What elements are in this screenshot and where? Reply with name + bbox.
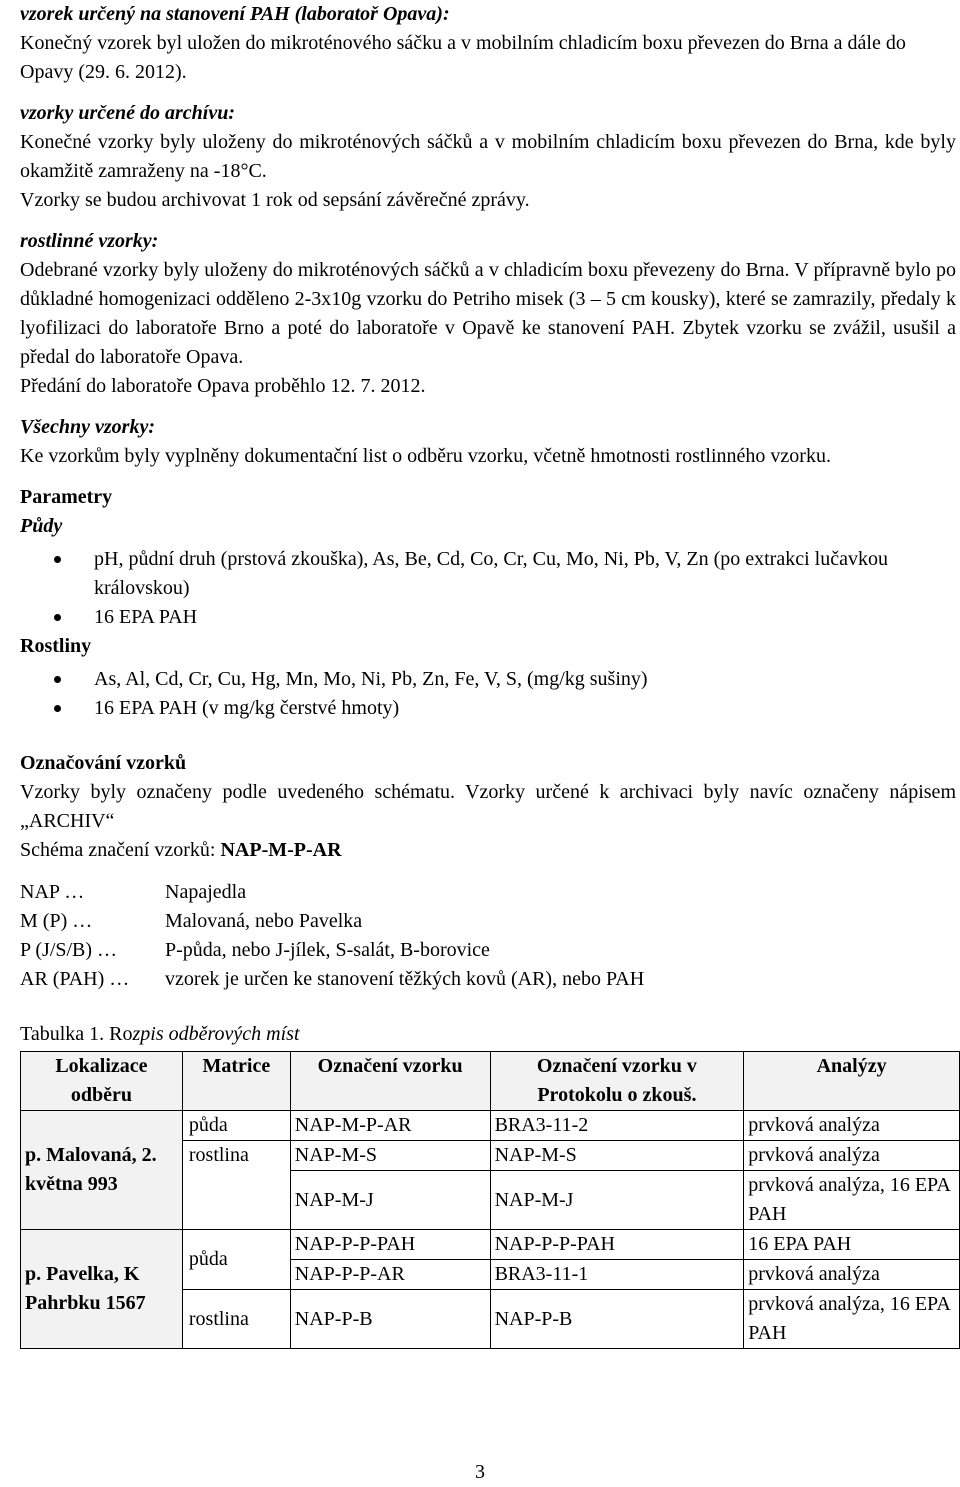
sample-code-cell: NAP-M-S xyxy=(290,1141,490,1171)
plant-list xyxy=(20,665,956,723)
marking-heading: Označování vzorků xyxy=(20,752,187,774)
bullet-icon xyxy=(54,676,61,683)
section-marking xyxy=(20,749,956,994)
section-text: Odebrané vzorky byly uloženy do mikroténových sáčků a v chladicím boxu převezeny do Brna. V přípravně bylo po důkladné homogenizaci odděleno 2-3x10g vzorku do Petriho misek (3 – 5 cm kousky), které se zamrazily, předaly k lyofilizaci do laboratoře Brno a poté do laboratoře v Opavě ke stanovení PAH. Zbytek vzorku se zvážil, usušil a předal do laboratoře Opava. xyxy=(20,259,956,368)
analysis-cell: 16 EPA PAH xyxy=(744,1230,960,1260)
marking-text: Vzorky byly označeny podle uvedeného schématu. Vzorky určené k archivaci byly navíc označeny nápisem „ARCHIV“ xyxy=(20,781,956,832)
section-text: Vzorky se budou archivovat 1 rok od sepsání závěrečné zprávy. xyxy=(20,189,530,211)
scheme-line: Schéma značení vzorků: NAP-M-P-AR xyxy=(20,839,342,861)
bullet-icon xyxy=(54,556,61,563)
analysis-cell: prvková analýza, 16 EPA PAH xyxy=(744,1171,960,1230)
table-header-row xyxy=(21,1052,960,1111)
analysis-cell: prvková analýza xyxy=(744,1260,960,1290)
table-row xyxy=(21,1111,960,1141)
scheme-code: NAP-M-P-AR xyxy=(220,839,342,861)
location-cell: p. Pavelka, K Pahrbku 1567 xyxy=(21,1230,183,1349)
analysis-cell: prvková analýza xyxy=(744,1141,960,1171)
protocol-code-cell: NAP-P-P-PAH xyxy=(490,1230,744,1260)
parameters-heading: Parametry xyxy=(20,486,113,508)
bullet-icon xyxy=(54,614,61,621)
legend-row: NAP … Napajedla xyxy=(20,881,247,903)
bullet-icon xyxy=(54,705,61,712)
column-header: Analýzy xyxy=(744,1052,960,1111)
legend-row: AR (PAH) … vzorek je určen ke stanovení těžkých kovů (AR), nebo PAH xyxy=(20,968,645,990)
document-page xyxy=(20,0,956,1349)
soil-list xyxy=(20,545,956,632)
page-number: 3 xyxy=(475,1461,485,1483)
list-item: pH, půdní druh (prstová zkouška), As, Be, Cd, Co, Cr, Cu, Mo, Ni, Pb, V, Zn (po extrakci lučavkou královskou) xyxy=(20,545,956,603)
matrix-cell: rostlina xyxy=(182,1290,290,1349)
section-text: Předání do laboratoře Opava proběhlo 12. 7. 2012. xyxy=(20,375,426,397)
list-item: 16 EPA PAH xyxy=(20,603,956,632)
column-header: Označení vzorku v Protokolu o zkouš. xyxy=(490,1052,744,1111)
column-header: Lokalizace odběru xyxy=(21,1052,183,1111)
section-heading: Všechny vzorky: xyxy=(20,416,155,438)
section-text: Konečné vzorky byly uloženy do mikroténových sáčků a v mobilním chladicím boxu převezen do Brna, kde byly okamžitě zamraženy na -18°C. xyxy=(20,131,956,182)
location-cell: p. Malovaná, 2. května 993 xyxy=(21,1111,183,1230)
section-text: Ke vzorkům byly vyplněny dokumentační list o odběru vzorku, včetně hmotnosti rostlinného vzorku. xyxy=(20,445,831,467)
section-all-samples xyxy=(20,413,956,471)
legend-row: P (J/S/B) … P-půda, nebo J-jílek, S-salát, B-borovice xyxy=(20,939,490,961)
soil-heading: Půdy xyxy=(20,515,63,537)
list-item: As, Al, Cd, Cr, Cu, Hg, Mn, Mo, Ni, Pb, Zn, Fe, V, S, (mg/kg sušiny) xyxy=(20,665,956,694)
section-plant-samples xyxy=(20,227,956,401)
scheme-legend xyxy=(20,878,956,994)
table-caption: Tabulka 1. Rozpis odběrových míst xyxy=(20,1023,300,1045)
sample-code-cell: NAP-M-P-AR xyxy=(290,1111,490,1141)
section-pah-sample xyxy=(20,0,956,87)
plant-heading: Rostliny xyxy=(20,635,92,657)
protocol-code-cell: NAP-M-S xyxy=(490,1141,744,1171)
protocol-code-cell: BRA3-11-1 xyxy=(490,1260,744,1290)
list-item: 16 EPA PAH (v mg/kg čerstvé hmoty) xyxy=(20,694,956,723)
matrix-cell: půda xyxy=(182,1111,290,1141)
section-heading: vzorky určené do archívu: xyxy=(20,102,235,124)
section-heading: rostlinné vzorky: xyxy=(20,230,159,252)
protocol-code-cell: NAP-M-J xyxy=(490,1171,744,1230)
matrix-cell: půda xyxy=(182,1230,290,1290)
section-parameters xyxy=(20,483,956,723)
matrix-cell: rostlina xyxy=(182,1141,290,1230)
sample-code-cell: NAP-P-B xyxy=(290,1290,490,1349)
sampling-sites-table xyxy=(20,1051,960,1349)
legend-row: M (P) … Malovaná, nebo Pavelka xyxy=(20,910,363,932)
column-header: Matrice xyxy=(182,1052,290,1111)
table-row xyxy=(21,1230,960,1260)
analysis-cell: prvková analýza, 16 EPA PAH xyxy=(744,1290,960,1349)
sample-code-cell: NAP-P-P-AR xyxy=(290,1260,490,1290)
sample-code-cell: NAP-P-P-PAH xyxy=(290,1230,490,1260)
section-text: Konečný vzorek byl uložen do mikroténového sáčku a v mobilním chladicím boxu převezen do Brna a dále do Opavy (29. 6. 2012). xyxy=(20,32,906,83)
section-heading: vzorek určený na stanovení PAH (laboratoř Opava): xyxy=(20,3,450,25)
column-header: Označení vzorku xyxy=(290,1052,490,1111)
sample-code-cell: NAP-M-J xyxy=(290,1171,490,1230)
analysis-cell: prvková analýza xyxy=(744,1111,960,1141)
protocol-code-cell: BRA3-11-2 xyxy=(490,1111,744,1141)
section-archive-samples xyxy=(20,99,956,215)
protocol-code-cell: NAP-P-B xyxy=(490,1290,744,1349)
